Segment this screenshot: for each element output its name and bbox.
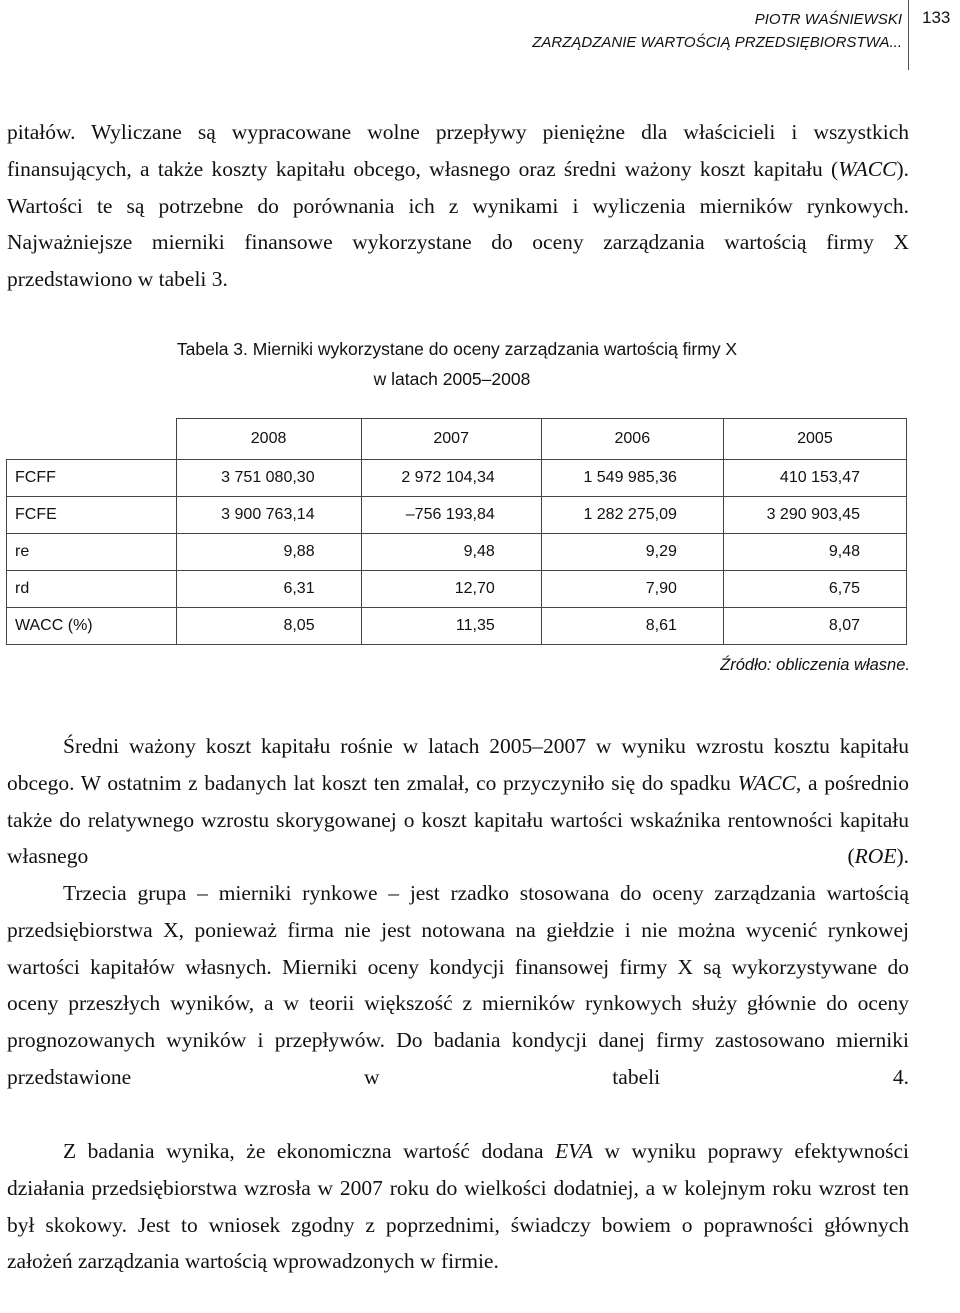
paragraph-text: , a pośrednio także do relatywnego wzrostu skorygowanej o koszt kapitału wartości wskaźnika rentowności kapitału własnego ( <box>7 770 909 869</box>
paragraph-text: w wyniku poprawy efektywności działania przedsiębiorstwa wzrosła w 2007 roku do wielkości dodatniej, a w kolejnym roku wzrost ten był skokowy. Jest to wniosek zgodny z poprzednimi, świadczy bowiem o poprawności głównych założeń zarządzania wartością wprowadzonych w firmie. <box>7 1139 909 1274</box>
paragraph-text: ). <box>896 844 909 869</box>
table-cell: 11,35 <box>361 608 541 645</box>
table-cell: 7,90 <box>541 571 723 608</box>
table-cell: 12,70 <box>361 571 541 608</box>
paragraph-wacc-trend <box>7 728 909 875</box>
row-label: FCFE <box>7 497 177 534</box>
table-cell: 3 290 903,45 <box>723 497 906 534</box>
row-label: rd <box>7 571 177 608</box>
table-cell: –756 193,84 <box>361 497 541 534</box>
table-cell: 6,31 <box>176 571 361 608</box>
intro-paragraph <box>7 114 909 298</box>
year-header: 2007 <box>361 419 541 460</box>
table-cell: 6,75 <box>723 571 906 608</box>
paragraph-market-metrics: Trzecia grupa – mierniki rynkowe – jest rzadko stosowana do oceny zarządzania wartością przedsiębiorstwa X, ponieważ firma nie jest notowana na giełdzie i nie można wycenić rynkowej wartości kapitałów własnych. Mierniki oceny kondycji finansowej firmy X są wykorzystywane do oceny przeszłych wyników, a w teorii większość z mierników rynkowych służy głównie do oceny prognozowanych wyników i przepływów. Do badania kondycji danej firmy zastosowano mierniki przedstawione w tabeli 4. <box>7 881 909 1089</box>
table-row <box>7 534 907 571</box>
table-cell: 3 751 080,30 <box>176 460 361 497</box>
table-cell: 9,88 <box>176 534 361 571</box>
table-cell: 8,07 <box>723 608 906 645</box>
table-corner-cell <box>7 419 177 460</box>
term-roe: ROE <box>854 844 897 869</box>
page-number: 133 <box>922 8 951 27</box>
paragraph-eva <box>7 1133 909 1280</box>
paragraph-text: Z badania wynika, że ekonomiczna wartość dodana <box>63 1139 556 1163</box>
intro-text-b: ). Wartości te są potrzebne do porównania ich z wynikami i wyliczenia mierników rynkowych. Najważniejsze mierniki finansowe wykorzystane do oceny zarządzania wartością firmy X przedstawiono w tabeli 3. <box>7 156 909 292</box>
intro-wacc: WACC <box>838 156 897 181</box>
year-header: 2008 <box>176 419 361 460</box>
intro-text-a: pitałów. Wyliczane są wypracowane wolne przepływy pieniężne dla właścicieli i wszystkich finansujących, a także koszty kapitału obcego, własnego oraz średni ważony koszt kapitału ( <box>7 120 909 181</box>
table-cell: 410 153,47 <box>723 460 906 497</box>
table-cell: 9,48 <box>361 534 541 571</box>
table-row <box>7 497 907 534</box>
metrics-table <box>6 418 907 645</box>
year-header: 2006 <box>541 419 723 460</box>
table-cell: 2 972 104,34 <box>361 460 541 497</box>
table-cell: 3 900 763,14 <box>176 497 361 534</box>
term-wacc: WACC <box>737 770 796 795</box>
table-caption-years: w latach 2005–2008 <box>373 369 531 389</box>
table-cell: 9,48 <box>723 534 906 571</box>
paragraph-text: Średni ważony koszt kapitału rośnie w latach 2005–2007 w wyniku wzrostu kosztu kapitału obcego. W ostatnim z badanych lat koszt ten zmalał, co przyczyniło się do spadku <box>7 734 909 795</box>
table-caption-title: Tabela 3. Mierniki wykorzystane do oceny zarządzania wartością firmy X <box>176 339 738 359</box>
header-author: PIOTR WAŚNIEWSKI <box>754 11 902 28</box>
table-source: Źródło: obliczenia własne. <box>720 656 910 674</box>
row-label: FCFF <box>7 460 177 497</box>
header-divider <box>908 0 909 70</box>
table-cell: 8,05 <box>176 608 361 645</box>
table-caption <box>0 334 912 394</box>
table-cell: 8,61 <box>541 608 723 645</box>
table-row <box>7 460 907 497</box>
table-row <box>7 608 907 645</box>
header-title: ZARZĄDZANIE WARTOŚCIĄ PRZEDSIĘBIORSTWA... <box>532 34 902 51</box>
table-header-row <box>7 419 907 460</box>
table-cell: 1 282 275,09 <box>541 497 723 534</box>
table-cell: 1 549 985,36 <box>541 460 723 497</box>
term-eva: EVA <box>555 1139 593 1163</box>
table-row <box>7 571 907 608</box>
row-label: re <box>7 534 177 571</box>
year-header: 2005 <box>723 419 906 460</box>
table-cell: 9,29 <box>541 534 723 571</box>
row-label: WACC (%) <box>7 608 177 645</box>
running-header <box>532 8 902 54</box>
